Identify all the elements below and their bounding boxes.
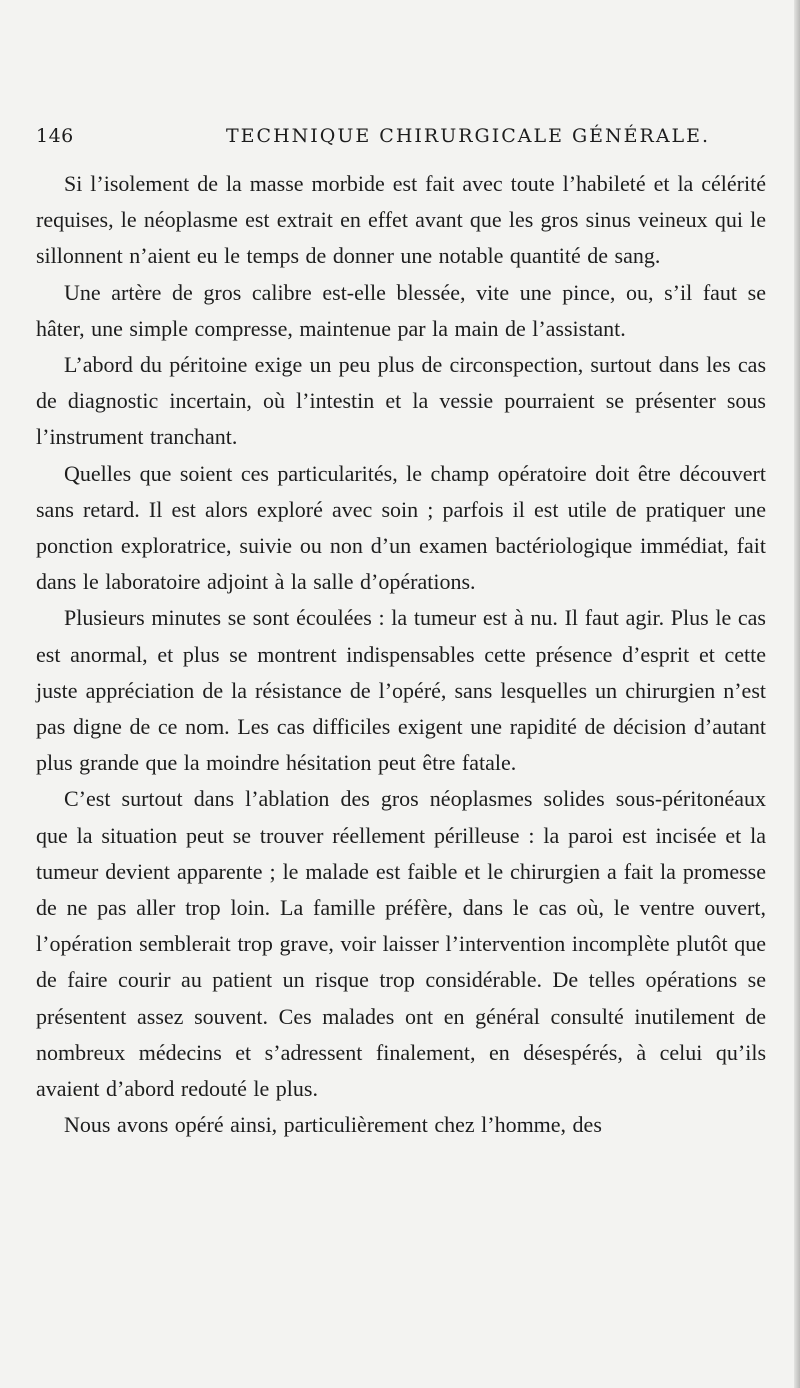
paragraph-3: L’abord du péritoine exige un peu plus de circonspection, surtout dans les cas de diagnostic incertain, où l’intestin et la vessie pourraient se présenter sous l’instrument tranchant. xyxy=(36,352,766,450)
page-header xyxy=(36,125,766,155)
running-title: TECHNIQUE CHIRURGICALE GÉNÉRALE. xyxy=(226,125,711,147)
paragraph-4: Quelles que soient ces particularités, le champ opératoire doit être découvert sans retard. Il est alors exploré avec soin ; parfois il est utile de pratiquer une ponction exploratrice, suivie ou non d’un examen bactériologique immédiat, fait dans le laboratoire adjoint à la salle d’opérations. xyxy=(36,460,766,595)
page-number: 146 xyxy=(36,125,74,147)
paragraph-6: C’est surtout dans l’ablation des gros néoplasmes solides sous-péritonéaux que la situation peut se trouver réellement périlleuse : la paroi est incisée et la tumeur devient apparente ; le malade est faible et le chirurgien a fait la promesse de ne pas aller trop loin. La famille préfère, dans le cas où, le ventre ouvert, l’opération semblerait trop grave, voir laisser l’intervention incomplète plutôt que de faire courir au patient un risque trop considérable. De telles opérations se présentent assez souvent. Ces malades ont en général consulté inutilement de nombreux médecins et s’adressent finalement, en désespérés, à celui qu’ils avaient d’abord redouté le plus. xyxy=(36,786,766,1102)
paragraph-1: Si l’isolement de la masse morbide est fait avec toute l’habileté et la célérité requises, le néoplasme est extrait en effet avant que les gros sinus veineux qui le sillonnent n’aient eu le temps de donner une notable quantité de sang. xyxy=(36,171,766,269)
paragraph-7: Nous avons opéré ainsi, particulièrement chez l’homme, des xyxy=(64,1112,602,1138)
body-text xyxy=(36,166,766,1143)
paragraph-5: Plusieurs minutes se sont écoulées : la tumeur est à nu. Il faut agir. Plus le cas est anormal, et plus se montrent indispensables cette présence d’esprit et cette juste appréciation de la résistance de l’opéré, sans lesquelles un chirurgien n’est pas digne de ce nom. Les cas difficiles exigent une rapidité de décision d’autant plus grande que la moindre hésitation peut être fatale. xyxy=(36,605,766,776)
paragraph-2: Une artère de gros calibre est-elle blessée, vite une pince, ou, s’il faut se hâter, une simple compresse, maintenue par la main de l’assistant. xyxy=(36,279,766,341)
page-edge-shadow xyxy=(794,0,800,1388)
